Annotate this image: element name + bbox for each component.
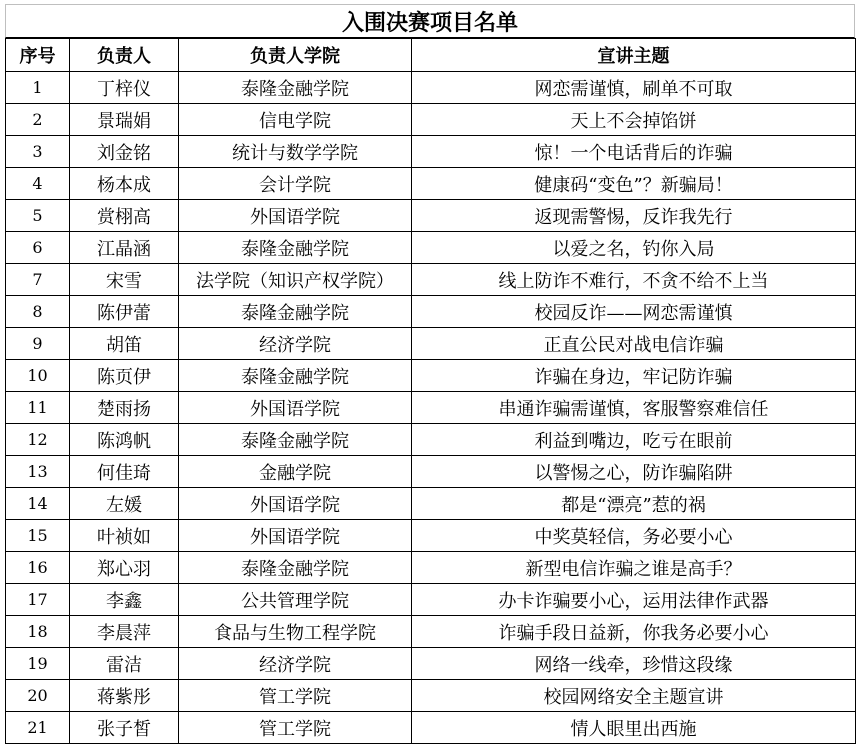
table-row xyxy=(6,584,856,616)
cell-college[interactable]: 会计学院 xyxy=(179,168,412,200)
cell-index[interactable]: 6 xyxy=(6,232,70,264)
cell-index[interactable]: 15 xyxy=(6,520,70,552)
cell-leader[interactable]: 李晨萍 xyxy=(70,616,179,648)
cell-index[interactable]: 16 xyxy=(6,552,70,584)
cell-college[interactable]: 外国语学院 xyxy=(179,520,412,552)
table-row xyxy=(6,168,856,200)
table-row xyxy=(6,616,856,648)
cell-college[interactable]: 泰隆金融学院 xyxy=(179,232,412,264)
cell-college[interactable]: 管工学院 xyxy=(179,712,412,744)
cell-index[interactable]: 7 xyxy=(6,264,70,296)
cell-index[interactable]: 8 xyxy=(6,296,70,328)
cell-topic[interactable]: 以爱之名，钓你入局 xyxy=(412,232,856,264)
cell-index[interactable]: 18 xyxy=(6,616,70,648)
finalist-table xyxy=(5,38,856,744)
table-row xyxy=(6,296,856,328)
cell-leader[interactable]: 刘金铭 xyxy=(70,136,179,168)
sheet-title[interactable]: 入围决赛项目名单 xyxy=(5,4,855,38)
cell-index[interactable]: 19 xyxy=(6,648,70,680)
table-row xyxy=(6,520,856,552)
table-row xyxy=(6,552,856,584)
cell-college[interactable]: 统计与数学学院 xyxy=(179,136,412,168)
cell-leader[interactable]: 赏栩高 xyxy=(70,200,179,232)
cell-topic[interactable]: 健康码“变色”？新骗局！ xyxy=(412,168,856,200)
cell-leader[interactable]: 张子皙 xyxy=(70,712,179,744)
cell-college[interactable]: 食品与生物工程学院 xyxy=(179,616,412,648)
cell-leader[interactable]: 雷洁 xyxy=(70,648,179,680)
cell-college[interactable]: 外国语学院 xyxy=(179,488,412,520)
cell-topic[interactable]: 以警惕之心，防诈骗陷阱 xyxy=(412,456,856,488)
cell-index[interactable]: 20 xyxy=(6,680,70,712)
cell-index[interactable]: 3 xyxy=(6,136,70,168)
cell-index[interactable]: 5 xyxy=(6,200,70,232)
cell-leader[interactable]: 胡笛 xyxy=(70,328,179,360)
cell-college[interactable]: 泰隆金融学院 xyxy=(179,72,412,104)
cell-college[interactable]: 信电学院 xyxy=(179,104,412,136)
cell-topic[interactable]: 正直公民对战电信诈骗 xyxy=(412,328,856,360)
cell-leader[interactable]: 杨本成 xyxy=(70,168,179,200)
cell-leader[interactable]: 何佳琦 xyxy=(70,456,179,488)
cell-topic[interactable]: 串通诈骗需谨慎，客服警察难信任 xyxy=(412,392,856,424)
table-row xyxy=(6,360,856,392)
table-row xyxy=(6,136,856,168)
cell-topic[interactable]: 新型电信诈骗之谁是高手？ xyxy=(412,552,856,584)
table-row xyxy=(6,232,856,264)
cell-leader[interactable]: 丁梓仪 xyxy=(70,72,179,104)
cell-index[interactable]: 10 xyxy=(6,360,70,392)
cell-leader[interactable]: 蒋紫彤 xyxy=(70,680,179,712)
cell-college[interactable]: 泰隆金融学院 xyxy=(179,296,412,328)
cell-leader[interactable]: 叶祯如 xyxy=(70,520,179,552)
header-college[interactable]: 负责人学院 xyxy=(179,39,412,72)
cell-college[interactable]: 金融学院 xyxy=(179,456,412,488)
table-row xyxy=(6,72,856,104)
header-row xyxy=(6,39,856,72)
table-row xyxy=(6,200,856,232)
cell-leader[interactable]: 陈鸿帆 xyxy=(70,424,179,456)
cell-topic[interactable]: 校园反诈——网恋需谨慎 xyxy=(412,296,856,328)
cell-leader[interactable]: 左媛 xyxy=(70,488,179,520)
header-leader[interactable]: 负责人 xyxy=(70,39,179,72)
cell-topic[interactable]: 情人眼里出西施 xyxy=(412,712,856,744)
cell-college[interactable]: 经济学院 xyxy=(179,648,412,680)
cell-index[interactable]: 11 xyxy=(6,392,70,424)
cell-topic[interactable]: 办卡诈骗要小心，运用法律作武器 xyxy=(412,584,856,616)
cell-leader[interactable]: 陈伊蕾 xyxy=(70,296,179,328)
table-body xyxy=(6,72,856,744)
cell-index[interactable]: 4 xyxy=(6,168,70,200)
cell-topic[interactable]: 网恋需谨慎，刷单不可取 xyxy=(412,72,856,104)
cell-leader[interactable]: 李鑫 xyxy=(70,584,179,616)
cell-topic[interactable]: 线上防诈不难行，不贪不给不上当 xyxy=(412,264,856,296)
table-row xyxy=(6,456,856,488)
cell-index[interactable]: 1 xyxy=(6,72,70,104)
cell-topic[interactable]: 诈骗在身边，牢记防诈骗 xyxy=(412,360,856,392)
cell-index[interactable]: 9 xyxy=(6,328,70,360)
cell-topic[interactable]: 利益到嘴边，吃亏在眼前 xyxy=(412,424,856,456)
cell-college[interactable]: 外国语学院 xyxy=(179,200,412,232)
table-row xyxy=(6,424,856,456)
cell-leader[interactable]: 陈页伊 xyxy=(70,360,179,392)
cell-college[interactable]: 经济学院 xyxy=(179,328,412,360)
cell-leader[interactable]: 楚雨扬 xyxy=(70,392,179,424)
header-topic[interactable]: 宣讲主题 xyxy=(412,39,856,72)
cell-college[interactable]: 泰隆金融学院 xyxy=(179,424,412,456)
cell-topic[interactable]: 网络一线牵，珍惜这段缘 xyxy=(412,648,856,680)
cell-leader[interactable]: 郑心羽 xyxy=(70,552,179,584)
cell-college[interactable]: 外国语学院 xyxy=(179,392,412,424)
spreadsheet xyxy=(5,4,855,744)
cell-topic[interactable]: 校园网络安全主题宣讲 xyxy=(412,680,856,712)
cell-topic[interactable]: 都是“漂亮”惹的祸 xyxy=(412,488,856,520)
cell-index[interactable]: 2 xyxy=(6,104,70,136)
table-row xyxy=(6,648,856,680)
cell-leader[interactable]: 江晶涵 xyxy=(70,232,179,264)
cell-index[interactable]: 12 xyxy=(6,424,70,456)
cell-leader[interactable]: 宋雪 xyxy=(70,264,179,296)
cell-index[interactable]: 17 xyxy=(6,584,70,616)
cell-college[interactable]: 公共管理学院 xyxy=(179,584,412,616)
cell-index[interactable]: 21 xyxy=(6,712,70,744)
header-index[interactable]: 序号 xyxy=(6,39,70,72)
cell-topic[interactable]: 天上不会掉馅饼 xyxy=(412,104,856,136)
table-row xyxy=(6,488,856,520)
table-row xyxy=(6,392,856,424)
table-row xyxy=(6,104,856,136)
cell-topic[interactable]: 诈骗手段日益新，你我务必要小心 xyxy=(412,616,856,648)
table-row xyxy=(6,680,856,712)
cell-topic[interactable]: 惊！一个电话背后的诈骗 xyxy=(412,136,856,168)
cell-leader[interactable]: 景瑞娟 xyxy=(70,104,179,136)
cell-index[interactable]: 14 xyxy=(6,488,70,520)
cell-college[interactable]: 泰隆金融学院 xyxy=(179,552,412,584)
table-row xyxy=(6,328,856,360)
table-row xyxy=(6,264,856,296)
cell-index[interactable]: 13 xyxy=(6,456,70,488)
cell-topic[interactable]: 返现需警惕，反诈我先行 xyxy=(412,200,856,232)
cell-college[interactable]: 泰隆金融学院 xyxy=(179,360,412,392)
cell-topic[interactable]: 中奖莫轻信，务必要小心 xyxy=(412,520,856,552)
cell-college[interactable]: 法学院（知识产权学院） xyxy=(179,264,412,296)
table-row xyxy=(6,712,856,744)
cell-college[interactable]: 管工学院 xyxy=(179,680,412,712)
